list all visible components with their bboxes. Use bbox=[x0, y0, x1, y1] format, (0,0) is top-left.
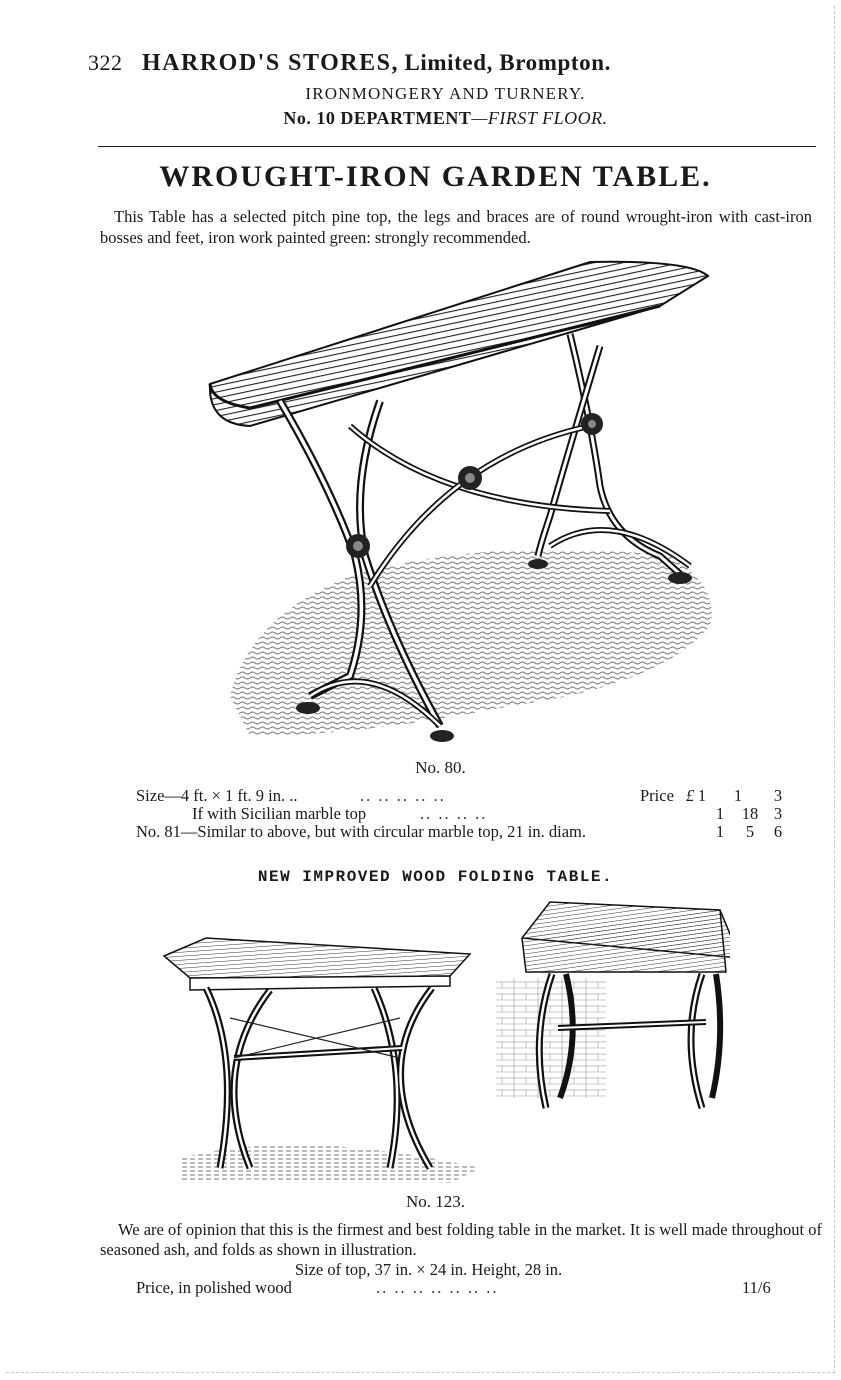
folding-table-caption: No. 123. bbox=[405, 1192, 466, 1211]
folding-table-open-illustration bbox=[150, 898, 490, 1188]
price-row bbox=[136, 822, 796, 842]
folding-table-folded-illustration bbox=[490, 898, 730, 1118]
price-pence: 3 bbox=[773, 804, 783, 823]
price-pence: 3 bbox=[773, 786, 783, 805]
garden-table-illustration bbox=[190, 256, 730, 756]
currency-symbol: £ bbox=[686, 786, 695, 805]
price-shillings: 18 bbox=[741, 804, 759, 823]
price-pounds: 1 bbox=[715, 822, 725, 841]
price-pence: 6 bbox=[773, 822, 783, 841]
price-row bbox=[136, 804, 796, 824]
page-header bbox=[88, 50, 808, 77]
price-shillings: 5 bbox=[745, 822, 755, 841]
garden-table-description: This Table has a selected pitch pine top, the legs and braces are of round wrought-iron with cast-iron bosses and feet, iron work painted green: strongly recommended. bbox=[100, 207, 812, 247]
folding-table-description: We are of opinion that this is the firmest and best folding table in the market. It is well made throughout of seasoned ash, and folds as shown in illustration. bbox=[100, 1220, 822, 1259]
folding-table-size: Size of top, 37 in. × 24 in. Height, 28 in. bbox=[294, 1260, 563, 1279]
section-title-folding-table: NEW IMPROVED WOOD FOLDING TABLE. bbox=[257, 868, 614, 886]
section-title-garden-table: WROUGHT-IRON GARDEN TABLE. bbox=[159, 160, 712, 193]
header-rule bbox=[98, 146, 816, 147]
price-value: 11/6 bbox=[742, 1278, 771, 1297]
department-floor bbox=[0, 108, 841, 129]
price-row-label: No. 81—Similar to above, but with circular marble top, 21 in. diam. bbox=[136, 822, 586, 841]
store-location: Limited, Brompton. bbox=[404, 50, 611, 75]
page-number: 322 bbox=[88, 50, 123, 75]
price-pounds: 1 bbox=[697, 786, 707, 805]
price-shillings: 1 bbox=[733, 786, 743, 805]
store-name: HARROD'S STORES, bbox=[142, 50, 399, 76]
price-row bbox=[136, 1278, 796, 1298]
leader-dots: .. .. .. .. .. bbox=[360, 786, 446, 805]
garden-table-caption: No. 80. bbox=[415, 758, 466, 777]
department-title: IRONMONGERY AND TURNERY. bbox=[305, 84, 586, 103]
price-row-label: If with Sicilian marble top bbox=[192, 804, 367, 823]
price-row bbox=[136, 786, 796, 806]
price-word: Price bbox=[640, 786, 674, 805]
leader-dots: .. .. .. .. bbox=[420, 804, 488, 823]
price-row-label: Size—4 ft. × 1 ft. 9 in. .. bbox=[136, 786, 298, 805]
floor-label: —FIRST FLOOR. bbox=[471, 108, 608, 128]
price-pounds: 1 bbox=[715, 804, 725, 823]
department-number: No. 10 DEPARTMENT bbox=[283, 108, 472, 128]
price-row-label: Price, in polished wood bbox=[136, 1278, 292, 1297]
leader-dots: .. .. .. .. .. .. .. bbox=[376, 1278, 499, 1297]
